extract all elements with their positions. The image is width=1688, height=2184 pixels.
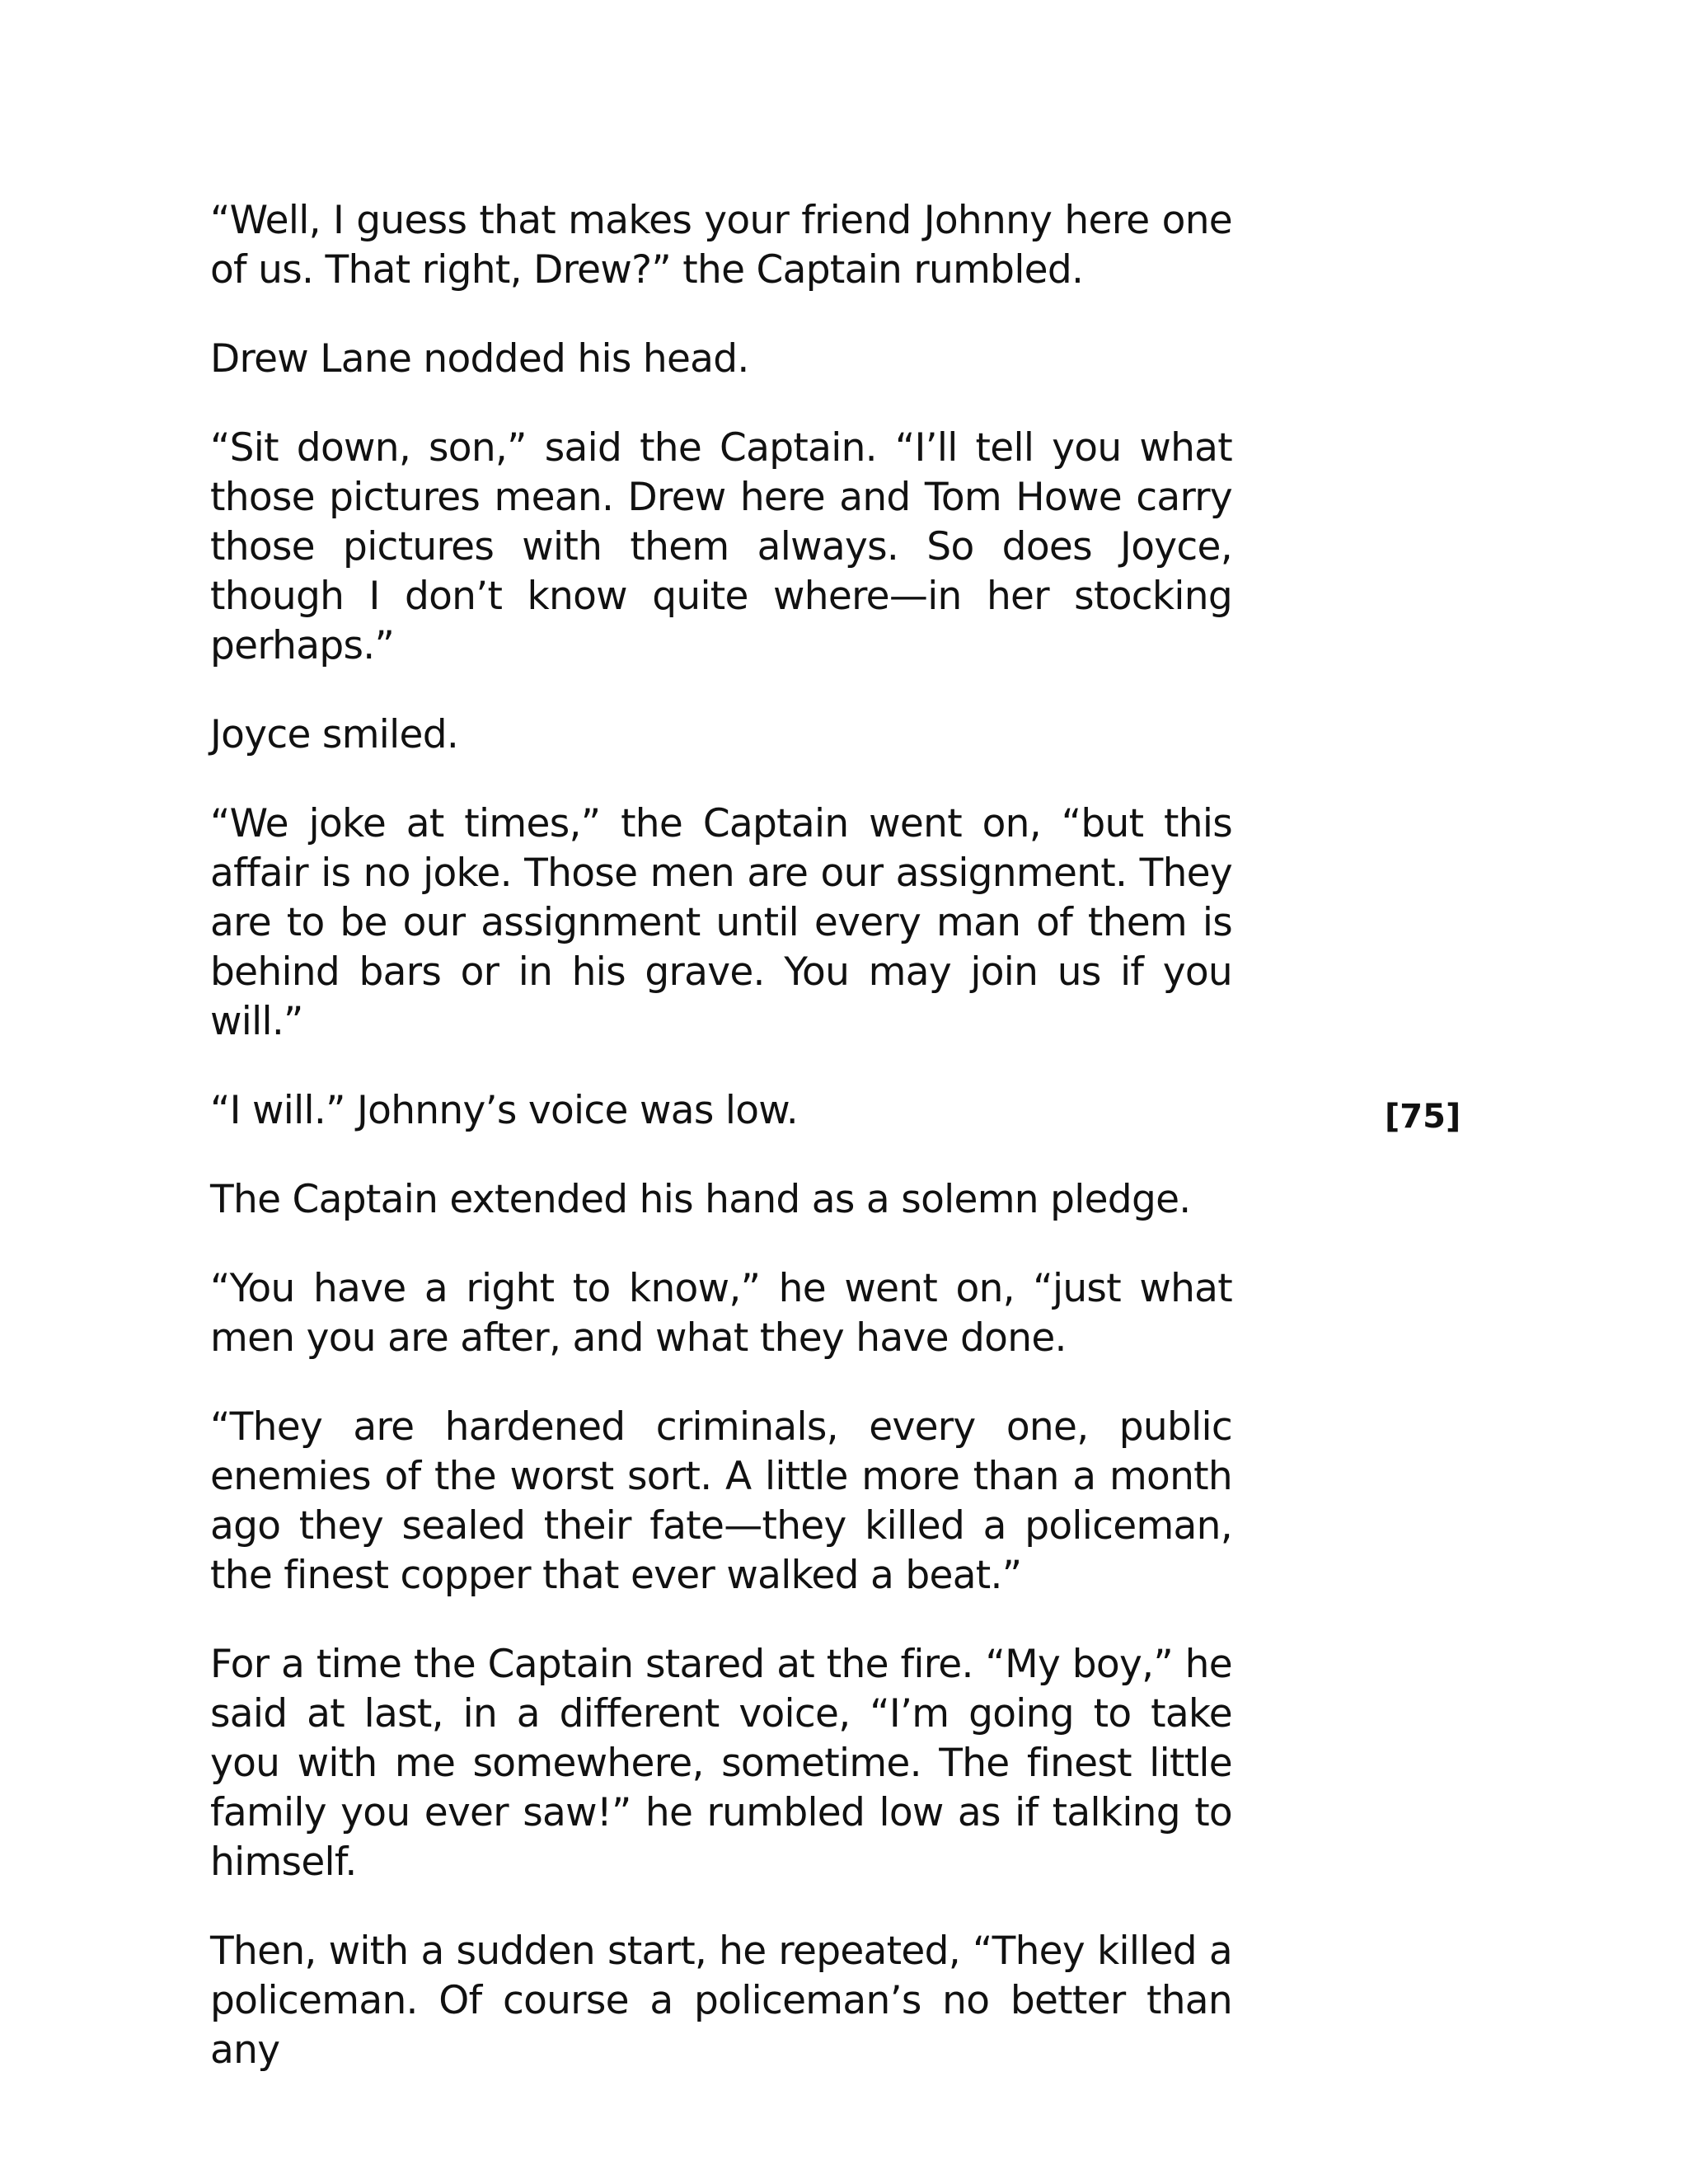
page-number: [75] <box>1385 1098 1461 1136</box>
book-text-column <box>210 196 1232 2115</box>
paragraph: Drew Lane nodded his head. <box>210 336 749 382</box>
paragraph: “Well, I guess that makes your friend Johnny here one of us. That right, Drew?” the Captain rumbled. <box>210 198 1232 293</box>
paragraph: “Sit down, son,” said the Captain. “I’ll tell you what those pictures mean. Drew here and Tom Howe carry those pictures with them always. So does Joyce, though I don’t know quite where—in her stocking perhaps.” <box>210 425 1232 668</box>
paragraph: “You have a right to know,” he went on, “just what men you are after, and what they have done. <box>210 1266 1232 1361</box>
paragraph: Joyce smiled. <box>210 712 459 757</box>
paragraph: “We joke at times,” the Captain went on, “but this affair is no joke. Those men are our assignment. They are to be our assignment until every man of them is behind bars or in his grave. You may join us if you will.” <box>210 801 1232 1044</box>
paragraph: For a time the Captain stared at the fire. “My boy,” he said at last, in a different voice, “I’m going to take you with me somewhere, sometime. The finest little family you ever saw!” he rumbled low as if talking to himself. <box>210 1642 1232 1885</box>
paragraph: The Captain extended his hand as a solemn pledge. <box>210 1177 1191 1222</box>
paragraph: “I will.” Johnny’s voice was low. <box>210 1088 798 1133</box>
paragraph: “They are hardened criminals, every one, public enemies of the worst sort. A little more than a month ago they sealed their fate—they killed a policeman, the finest copper that ever walked a beat.” <box>210 1404 1232 1598</box>
paragraph-continued: Then, with a sudden start, he repeated, “They killed a policeman. Of course a policeman’s no better than any <box>210 1929 1232 2073</box>
